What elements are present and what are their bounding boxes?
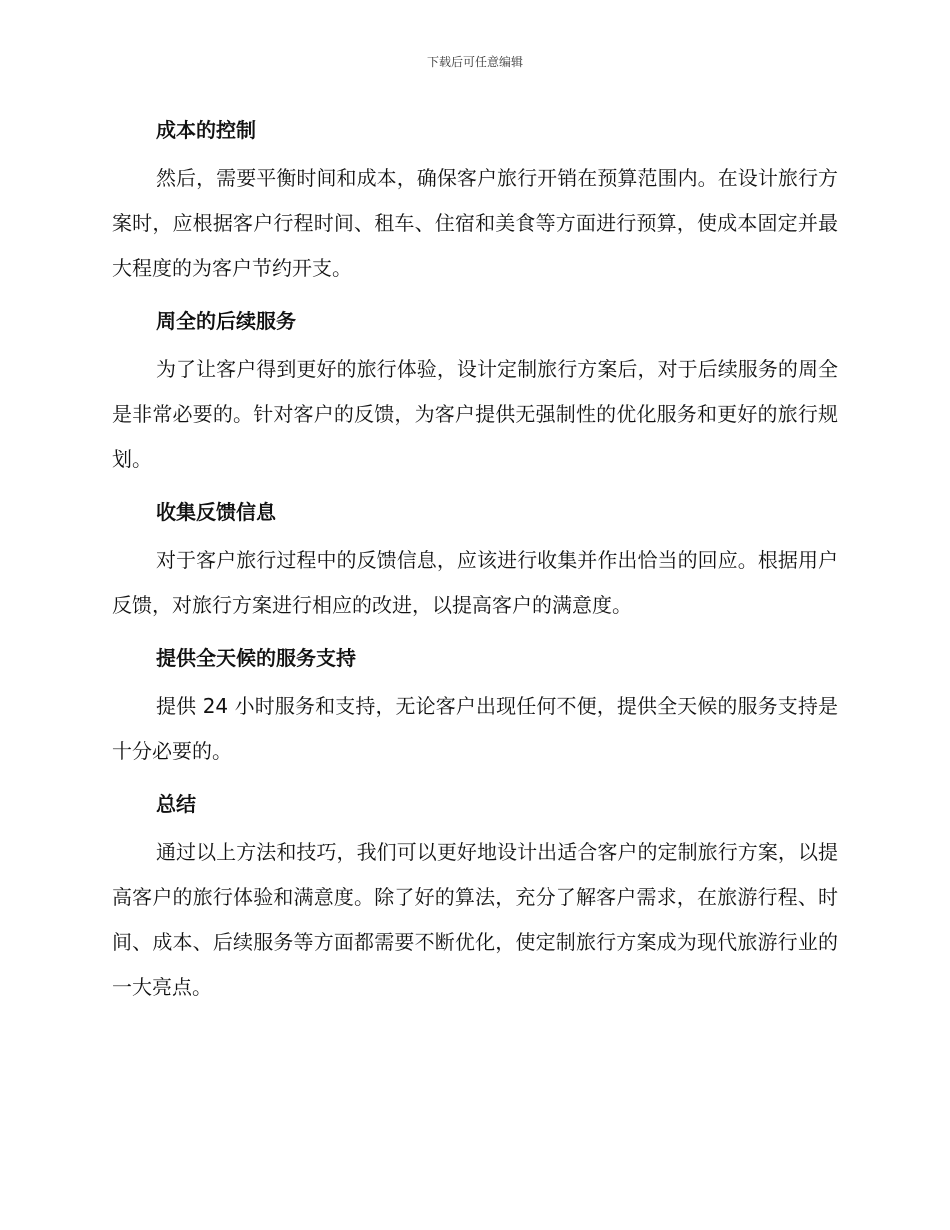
section-paragraph: 通过以上方法和技巧，我们可以更好地设计出适合客户的定制旅行方案，以提高客户的旅行体验和满意度。除了好的算法，充分了解客户需求，在旅游行程、时间、成本、后续服务等方面都需要不断优化，使定制旅行方案成为现代旅游行业的一大亮点。 [112,840,838,999]
section-follow-up-service [112,301,838,482]
document-body [112,110,838,1020]
section-cost-control [112,110,838,291]
section-heading: 收集反馈信息 [156,500,276,524]
section-heading: 提供全天候的服务支持 [156,646,356,670]
section-summary [112,784,838,1010]
section-paragraph: 为了让客户得到更好的旅行体验，设计定制旅行方案后，对于后续服务的周全是非常必要的。针对客户的反馈，为客户提供无强制性的优化服务和更好的旅行规划。 [112,357,838,471]
section-paragraph: 对于客户旅行过程中的反馈信息，应该进行收集并作出恰当的回应。根据用户反馈，对旅行方案进行相应的改进，以提高客户的满意度。 [112,548,838,617]
section-heading: 成本的控制 [156,118,256,142]
section-paragraph: 提供 24 小时服务和支持，无论客户出现任何不便，提供全天候的服务支持是十分必要的。 [112,694,838,763]
section-heading: 总结 [156,792,196,816]
section-around-the-clock-support [112,638,838,774]
section-paragraph: 然后，需要平衡时间和成本，确保客户旅行开销在预算范围内。在设计旅行方案时，应根据客户行程时间、租车、住宿和美食等方面进行预算，使成本固定并最大程度的为客户节约开支。 [112,166,838,280]
page-header-note: 下载后可任意编辑 [426,55,523,69]
section-feedback-collection [112,492,838,628]
section-heading: 周全的后续服务 [156,309,296,333]
